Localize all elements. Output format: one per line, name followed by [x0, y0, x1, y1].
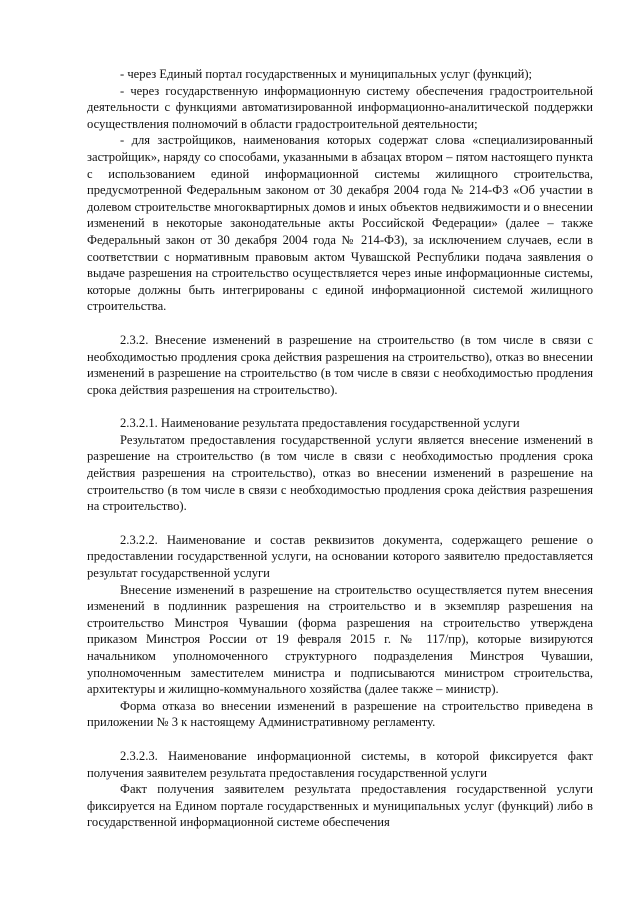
paragraph-refusal-form: Форма отказа во внесении изменений в разрешение на строительство приведена в приложении № 3 к настоящему Административному регламенту. — [87, 698, 593, 730]
paragraph-epgu-channel: - через Единый портал государственных и муниципальных услуг (функций); — [120, 67, 533, 81]
paragraph-gisogd-channel: - через государственную информационную систему обеспечения градостроительной деятельности с функциями автоматизированной информационно-аналитической поддержки осуществления полномочий в области градостроительной деятельности; — [87, 83, 593, 131]
paragraph-2-3-2: 2.3.2. Внесение изменений в разрешение на строительство (в том числе в связи с необходимостью продления срока действия разрешения на строительство), отказ во внесении изменений в разрешение на строительство (в том числе в связи с необходимостью продления срока действия разрешения на строительство). — [87, 332, 593, 397]
paragraph-developers-channel: - для застройщиков, наименования которых содержат слова «специализированный застройщик», наряду со способами, указанными в абзацах втором – пятом настоящего пункта с использованием единой информационной системы жилищного строительства, предусмотренной Федеральным законом от 30 декабря 2004 года № 214-ФЗ «Об участии в долевом строительстве многоквартирных домов и иных объектов недвижимости и о внесении изменений в некоторые законодательные акты Российской Федерации» (далее – также Федеральный закон от 30 декабря 2004 года № 214-ФЗ), за исключением случаев, если в соответствии с нормативным правовым актом Чувашской Республики подача заявления о выдаче разрешения на строительство осуществляется через иные информационные системы, которые должны быть интегрированы с единой информационной системой жилищного строительства. — [87, 133, 593, 314]
heading-2-3-2-2: 2.3.2.2. Наименование и состав реквизитов документа, содержащего решение о предоставлении государственной услуги, на основании которого заявителю предоставляется результат государственной услуги — [87, 532, 593, 581]
paragraph-result-description: Результатом предоставления государственной услуги является внесение изменений в разрешение на строительство (в том числе в связи с необходимостью продления срока действия разрешения на строительство), отказ во внесении изменений в разрешение на строительство (в том числе в связи с необходимостью продления срока действия разрешения на строительство). — [87, 432, 593, 514]
paragraph-gap — [87, 398, 593, 415]
heading-2-3-2-3: 2.3.2.3. Наименование информационной системы, в которой фиксируется факт получения заявителем результата предоставления государственной услуги — [87, 748, 593, 780]
paragraph-receipt-fixation: Факт получения заявителем результата предоставления государственной услуги фиксируется на Едином портале государственных и муниципальных услуг (функций) либо в государственной информационной системе обеспечения — [87, 782, 593, 830]
paragraph-gap — [87, 315, 593, 332]
paragraph-gap — [87, 515, 593, 532]
heading-2-3-2-1: 2.3.2.1. Наименование результата предоставления государственной услуги — [120, 416, 520, 431]
paragraph-gap — [87, 731, 593, 748]
paragraph-changes-procedure: Внесение изменений в разрешение на строительство осуществляется путем внесения изменений в подлинник разрешения на строительство и в экземпляр разрешения на строительство Минстроя Чувашии (форма разрешения на строительство утверждена приказом Минстроя России от 19 февраля 2015 г. № 117/пр), которые визируются начальником уполномоченного структурного подразделения Минстроя Чувашии, уполномоченным заместителем министра и подписываются министром строительства, архитектуры и жилищно-коммунального хозяйства (далее также – министр). — [87, 582, 593, 697]
